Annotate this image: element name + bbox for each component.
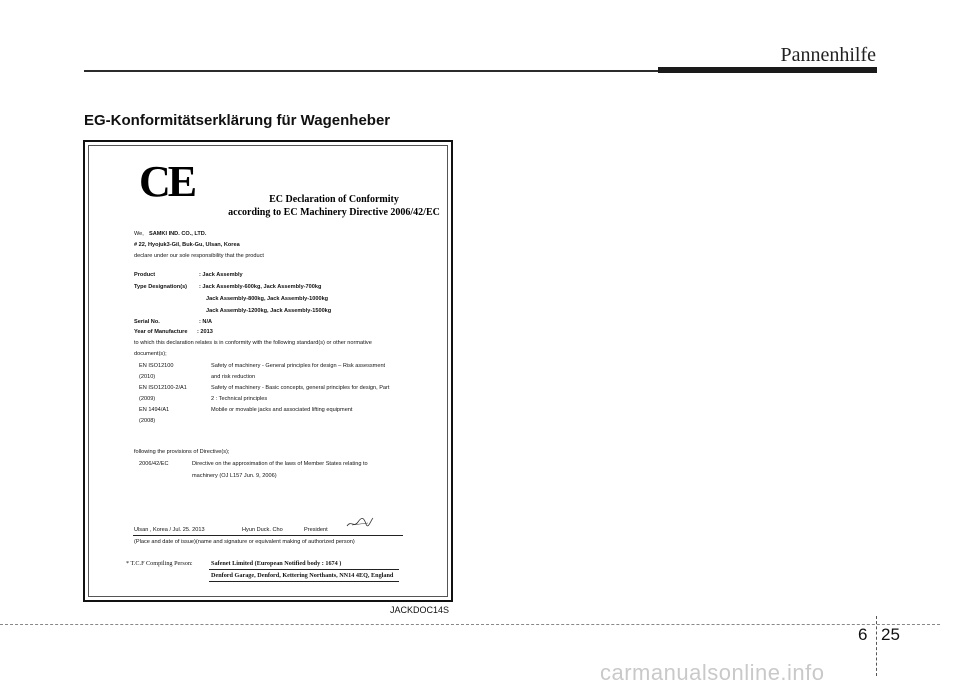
directive-desc-1: Directive on the approximation of the laws of Member States relating to: [192, 461, 368, 467]
relates-line-1: to which this declaration relates is in conformity with the following standard(s) or other normative: [134, 340, 372, 346]
standard-code: (2010): [139, 374, 156, 380]
serial-value: : N/A: [199, 319, 213, 325]
tcf-underline-2: [209, 581, 399, 582]
tcf-line-2: Denford Garage, Denford, Kettering Northants, NN14 4EQ, England: [211, 572, 394, 579]
document-subtitle: according to EC Machinery Directive 2006/42/EC: [228, 207, 440, 218]
declaration-document: [83, 140, 453, 602]
standard-code: (2008): [139, 418, 156, 424]
relates-line-2: document(s);: [134, 351, 167, 357]
type-value-3: Jack Assembly-1200kg, Jack Assembly-1500kg: [206, 308, 332, 314]
header-rule-accent: [658, 67, 877, 73]
standard-desc: Mobile or movable jacks and associated lifting equipment: [211, 407, 353, 413]
footer-divider: [0, 624, 940, 625]
directive-code: 2006/42/EC: [139, 461, 169, 467]
year-value: : 2013: [197, 329, 213, 335]
sign-caption: (Place and date of issue)(name and signature or equivalent making of authorized person): [134, 539, 355, 545]
section-heading: EG-Konformitätserklärung für Wagenheber: [84, 112, 391, 129]
type-value-1: : Jack Assembly-600kg, Jack Assembly-700kg: [199, 284, 322, 290]
company-name: SAMKI IND. CO., LTD.: [149, 231, 207, 237]
standard-code: (2009): [139, 396, 156, 402]
company-address: # 22, Hyojuk3-Gil, Buk-Gu, Ulsan, Korea: [134, 242, 240, 248]
provisions-line: following the provisions of Directive(s);: [134, 449, 230, 455]
page-number: 25: [881, 625, 900, 644]
chapter-title: Pannenhilfe: [780, 44, 876, 66]
standard-desc: 2 : Technical principles: [211, 396, 268, 402]
standard-desc: Safety of machinery - General principles for design – Risk assessment: [211, 363, 386, 369]
sign-name: Hyun Duck. Cho: [242, 527, 283, 533]
type-value-2: Jack Assembly-800kg, Jack Assembly-1000kg: [206, 296, 329, 302]
document-title: EC Declaration of Conformity: [269, 194, 399, 205]
standard-code: EN ISO12100: [139, 363, 174, 369]
header-rule: [84, 70, 660, 72]
page-number-divider: [876, 616, 877, 676]
document-inner-border: [88, 145, 448, 597]
standard-code: EN ISO12100-2/A1: [139, 385, 187, 391]
document-code: JACKDOC14S: [390, 605, 450, 615]
serial-label: Serial No.: [134, 319, 160, 325]
we-prefix: We,: [134, 231, 144, 237]
signature-scribble: [346, 516, 374, 528]
watermark: carmanualsonline.info: [600, 660, 825, 685]
sign-place-date: Ulsan , Korea / Jul. 25. 2013: [134, 527, 205, 533]
tcf-label: * T.C.F Compiling Person:: [126, 560, 193, 567]
tcf-underline-1: [209, 569, 399, 570]
signature-line: [133, 535, 403, 536]
standard-code: EN 1494/A1: [139, 407, 170, 413]
declare-line: declare under our sole responsibility that the product: [134, 253, 264, 259]
standard-desc: Safety of machinery - Basic concepts, general principles for design, Part: [211, 385, 390, 391]
tcf-line-1: Safenet Limited (European Notified body : 1674 ): [211, 560, 342, 567]
directive-desc-2: machinery (OJ L157 Jun. 9, 2006): [192, 473, 277, 479]
type-label: Type Designation(s): [134, 284, 188, 290]
sign-title: President: [304, 527, 328, 533]
ce-mark-logo: CE: [139, 157, 195, 206]
year-label: Year of Manufacture: [134, 329, 188, 335]
chapter-number: 6: [858, 625, 868, 644]
product-label: Product: [134, 272, 156, 278]
standard-desc: and risk reduction: [211, 374, 256, 380]
product-value: : Jack Assembly: [199, 272, 243, 278]
